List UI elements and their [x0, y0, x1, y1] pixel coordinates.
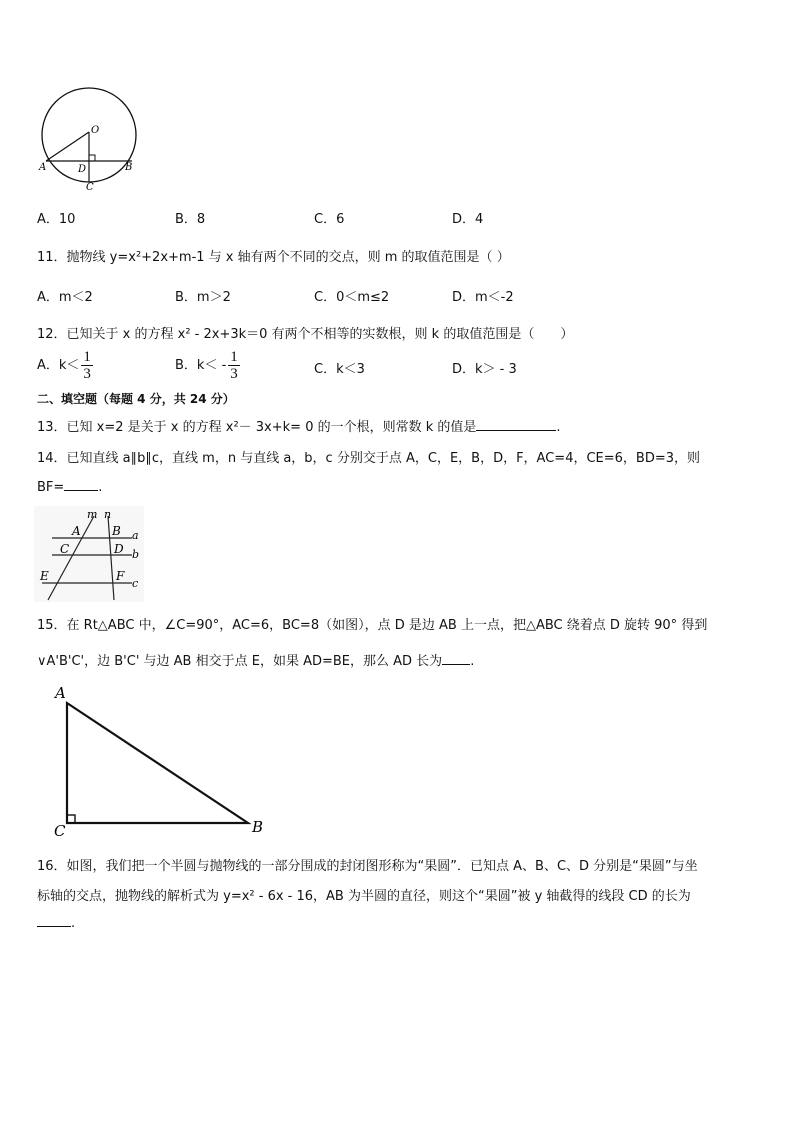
label-B: B	[125, 162, 133, 173]
label-E: E	[40, 569, 49, 583]
q15-end: .	[470, 654, 475, 669]
label-A: A	[39, 162, 47, 173]
label-B: B	[252, 818, 264, 836]
label-A: A	[72, 524, 81, 538]
section-title: 二、填空题（每题 4 分，共 24 分）	[37, 392, 235, 406]
q10-circle-figure	[36, 86, 142, 194]
q12-option-d[interactable]: D．k＞ - 3	[452, 362, 517, 377]
q13-end: .	[556, 420, 561, 435]
label-C: C	[60, 542, 70, 556]
q14-bf-label: BF=	[37, 480, 65, 495]
q10-option-d[interactable]: D．4	[452, 212, 484, 227]
q12-stem: 12．已知关于 x 的方程 x² - 2x+3k＝0 有两个不相等的实数根，则 k 的取值范围是（ ）	[37, 327, 574, 342]
q15-line2-text: ∨A'B'C'，边 B'C' 与边 AB 相交于点 E，如果 AD=BE，那么 AD 长为	[37, 654, 443, 669]
radius-OA	[46, 132, 89, 161]
q14-line2	[37, 480, 102, 495]
q11-option-d[interactable]: D．m＜-2	[452, 290, 514, 305]
label-m: m	[87, 508, 98, 521]
right-angle-mark	[89, 155, 95, 161]
q11-option-b[interactable]: B．m＞2	[175, 290, 231, 305]
triangle-ABC	[67, 703, 248, 823]
q11-stem: 11．抛物线 y=x²+2x+m-1 与 x 轴有两个不同的交点，则 m 的取值范围是（ ）	[37, 250, 510, 265]
label-D: D	[114, 542, 124, 556]
q15-triangle-figure	[50, 682, 270, 840]
q16-answer-blank[interactable]	[37, 926, 71, 927]
q12-option-b-fraction: $\frac{1}{3}$	[230, 349, 238, 382]
q15-line1: 15．在 Rt△ABC 中，∠C=90°，AC=6，BC=8（如图），点 D 是边 AB 上一点，把△ABC 绕着点 D 旋转 90° 得到	[37, 618, 708, 633]
label-a: a	[132, 529, 139, 542]
q11-option-c[interactable]: C．0＜m≤2	[314, 290, 390, 305]
q16-line2: 标轴的交点，抛物线的解析式为 y=x² - 6x - 16，AB 为半圆的直径，则这个“果圆”被 y 轴截得的线段 CD 的长为	[37, 889, 691, 904]
label-F: F	[116, 569, 125, 583]
q10-option-b[interactable]: B．8	[175, 212, 206, 227]
q13-stem: 13．已知 x=2 是关于 x 的方程 x²－ 3x+k= 0 的一个根，则常数 k 的值是	[37, 420, 477, 435]
q13-answer-blank[interactable]	[476, 430, 556, 431]
q12-option-a-fraction: $\frac{1}{3}$	[83, 349, 91, 382]
q16-end: .	[71, 916, 76, 931]
q12-option-b[interactable]	[175, 347, 240, 385]
q12-option-a[interactable]	[37, 347, 93, 385]
q14-stem: 14．已知直线 a∥b∥c，直线 m，n 与直线 a，b，c 分别交于点 A，C，E，B，D，F，AC=4，CE=6，BD=3，则	[37, 451, 701, 466]
label-A: A	[55, 684, 66, 702]
right-angle-mark-C	[67, 815, 75, 823]
q14-parallel-lines-figure	[34, 506, 144, 602]
label-b: b	[132, 548, 140, 561]
label-C: C	[86, 182, 94, 193]
q12-option-b-label: B．k＜ -	[175, 358, 227, 373]
q16-line1: 16．如图，我们把一个半圆与抛物线的一部分围成的封闭图形称为“果圆”．已知点 A、B、C、D 分别是“果圆”与坐	[37, 859, 698, 874]
q10-option-a[interactable]: A．10	[37, 212, 76, 227]
label-O: O	[91, 125, 100, 136]
q11-option-a[interactable]: A．m＜2	[37, 290, 93, 305]
label-C: C	[54, 822, 66, 840]
label-n: n	[104, 508, 112, 521]
label-c: c	[132, 577, 139, 590]
q12-option-c[interactable]: C．k＜3	[314, 362, 365, 377]
q14-answer-blank[interactable]	[64, 490, 98, 491]
q13	[37, 416, 561, 435]
q15-line2	[37, 650, 474, 669]
q15-answer-blank[interactable]	[442, 664, 470, 665]
label-D: D	[78, 164, 87, 175]
q16-line3	[37, 916, 75, 931]
q12-option-a-label: A．k＜	[37, 358, 80, 373]
label-B: B	[112, 524, 121, 538]
q10-option-c[interactable]: C．6	[314, 212, 345, 227]
q14-end: .	[98, 480, 103, 495]
